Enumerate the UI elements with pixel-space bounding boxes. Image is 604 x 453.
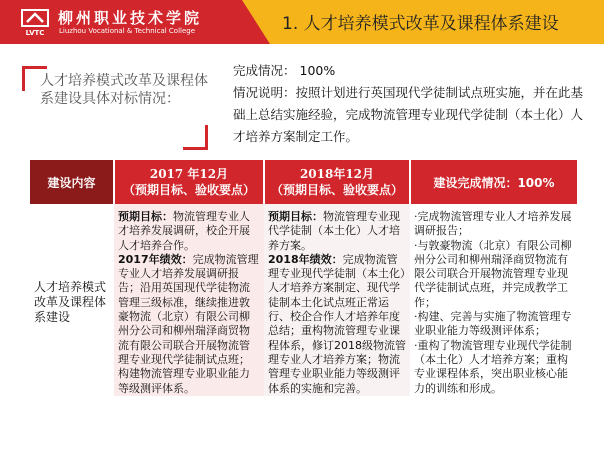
- header-2017-date: 2017 年12月: [149, 167, 229, 181]
- header-2018-sub: （预期目标、验收要点）: [270, 183, 403, 197]
- perf-2018-text: 完成物流管理专业现代学徒制（本土化）人才培养方案制定、现代学徒制本土化试点班正常运行、校企合作人才培养年度总结；重构物流管理专业课程体系，修订2018级物流管理专业人才培养方案；物流管理专业职业能力等级测评体系的实施和完善。: [268, 252, 406, 395]
- question-box: [22, 66, 208, 150]
- title-tab: [270, 0, 604, 44]
- header-bar: [0, 0, 604, 44]
- cell-completion: [410, 204, 578, 396]
- slide-title: 1. 人才培养模式改革及课程体系建设: [282, 14, 559, 34]
- goal-2018-label: 预期目标：: [268, 210, 323, 223]
- perf-2017: [118, 253, 260, 396]
- logo-text: LVTC: [25, 29, 45, 37]
- construction-table: [30, 160, 579, 396]
- cell-2018: [264, 204, 410, 396]
- goal-2017-label: 预期目标：: [118, 210, 173, 223]
- table-row: [30, 204, 578, 396]
- corner-bracket-bottom-right: [183, 125, 208, 150]
- table-header-row: [30, 160, 578, 204]
- goal-2018: [268, 210, 406, 253]
- cell-content: 人才培养模式改革及课程体系建设: [34, 280, 107, 325]
- header-content: 建设内容: [30, 160, 114, 204]
- cell-2017: [114, 204, 264, 396]
- header-completion: 建设完成情况：100%: [410, 160, 578, 204]
- question-text: 人才培养模式改革及课程体系建设具体对标情况：: [40, 73, 208, 107]
- status-block: [233, 60, 593, 148]
- perf-2017-label: 2017年绩效：: [118, 252, 193, 266]
- perf-2018: [268, 253, 406, 396]
- goal-2017-text: 物流管理专业人才培养发展调研，校企开展人才培养合作。: [118, 210, 250, 252]
- college-logo-icon: [18, 6, 52, 38]
- school-name-cn: 柳州职业技术学院: [58, 9, 203, 27]
- list-item: ·完成物流管理专业人才培养发展调研报告；: [414, 210, 572, 238]
- list-item: ·与敦豪物流（北京）有限公司柳州分公司和柳州瑞泽商贸物流有限公司联合开展物流管理专业现代学徒制试点班，并完成教学工作；: [414, 238, 572, 309]
- list-item: ·重构了物流管理专业现代学徒制（本土化）人才培养方案；重构专业课程体系，突出职业核心能力的训练和形成。: [414, 338, 572, 395]
- status-description: 情况说明：按照计划进行英国现代学徒制试点班实施，并在此基础上总结实施经验，完成物流管理专业现代学徒制（本土化）人才培养方案制定工作。: [233, 85, 584, 144]
- header-2018-date: 2018年12月: [299, 167, 375, 181]
- completion-line: [233, 60, 593, 82]
- perf-2017-text: 完成物流管理专业人才培养发展调研报告；沿用英国现代学徒物流管理三级标准，继续推进敦豪物流（北京）有限公司柳州分公司和柳州瑞泽商贸物流有限公司联合开展物流管理专业现代学徒制试点班；构建物流管理专业职业能力等级测评体系。: [118, 252, 259, 395]
- perf-2018-label: 2018年绩效：: [268, 252, 343, 266]
- header-2017: [114, 160, 264, 204]
- goal-2017: [118, 210, 260, 253]
- header-2018: [264, 160, 410, 204]
- list-item: ·构建、完善与实施了物流管理专业职业能力等级测评体系；: [414, 310, 572, 338]
- header-2017-sub: （预期目标、验收要点）: [122, 183, 255, 197]
- school-name-en: Liuzhou Vocational & Technical College: [59, 27, 196, 35]
- completion-label: 完成情况：: [233, 63, 296, 78]
- completion-value: 100%: [299, 63, 336, 78]
- goal-2018-text: 物流管理专业现代学徒制（本土化）人才培养方案。: [268, 210, 400, 252]
